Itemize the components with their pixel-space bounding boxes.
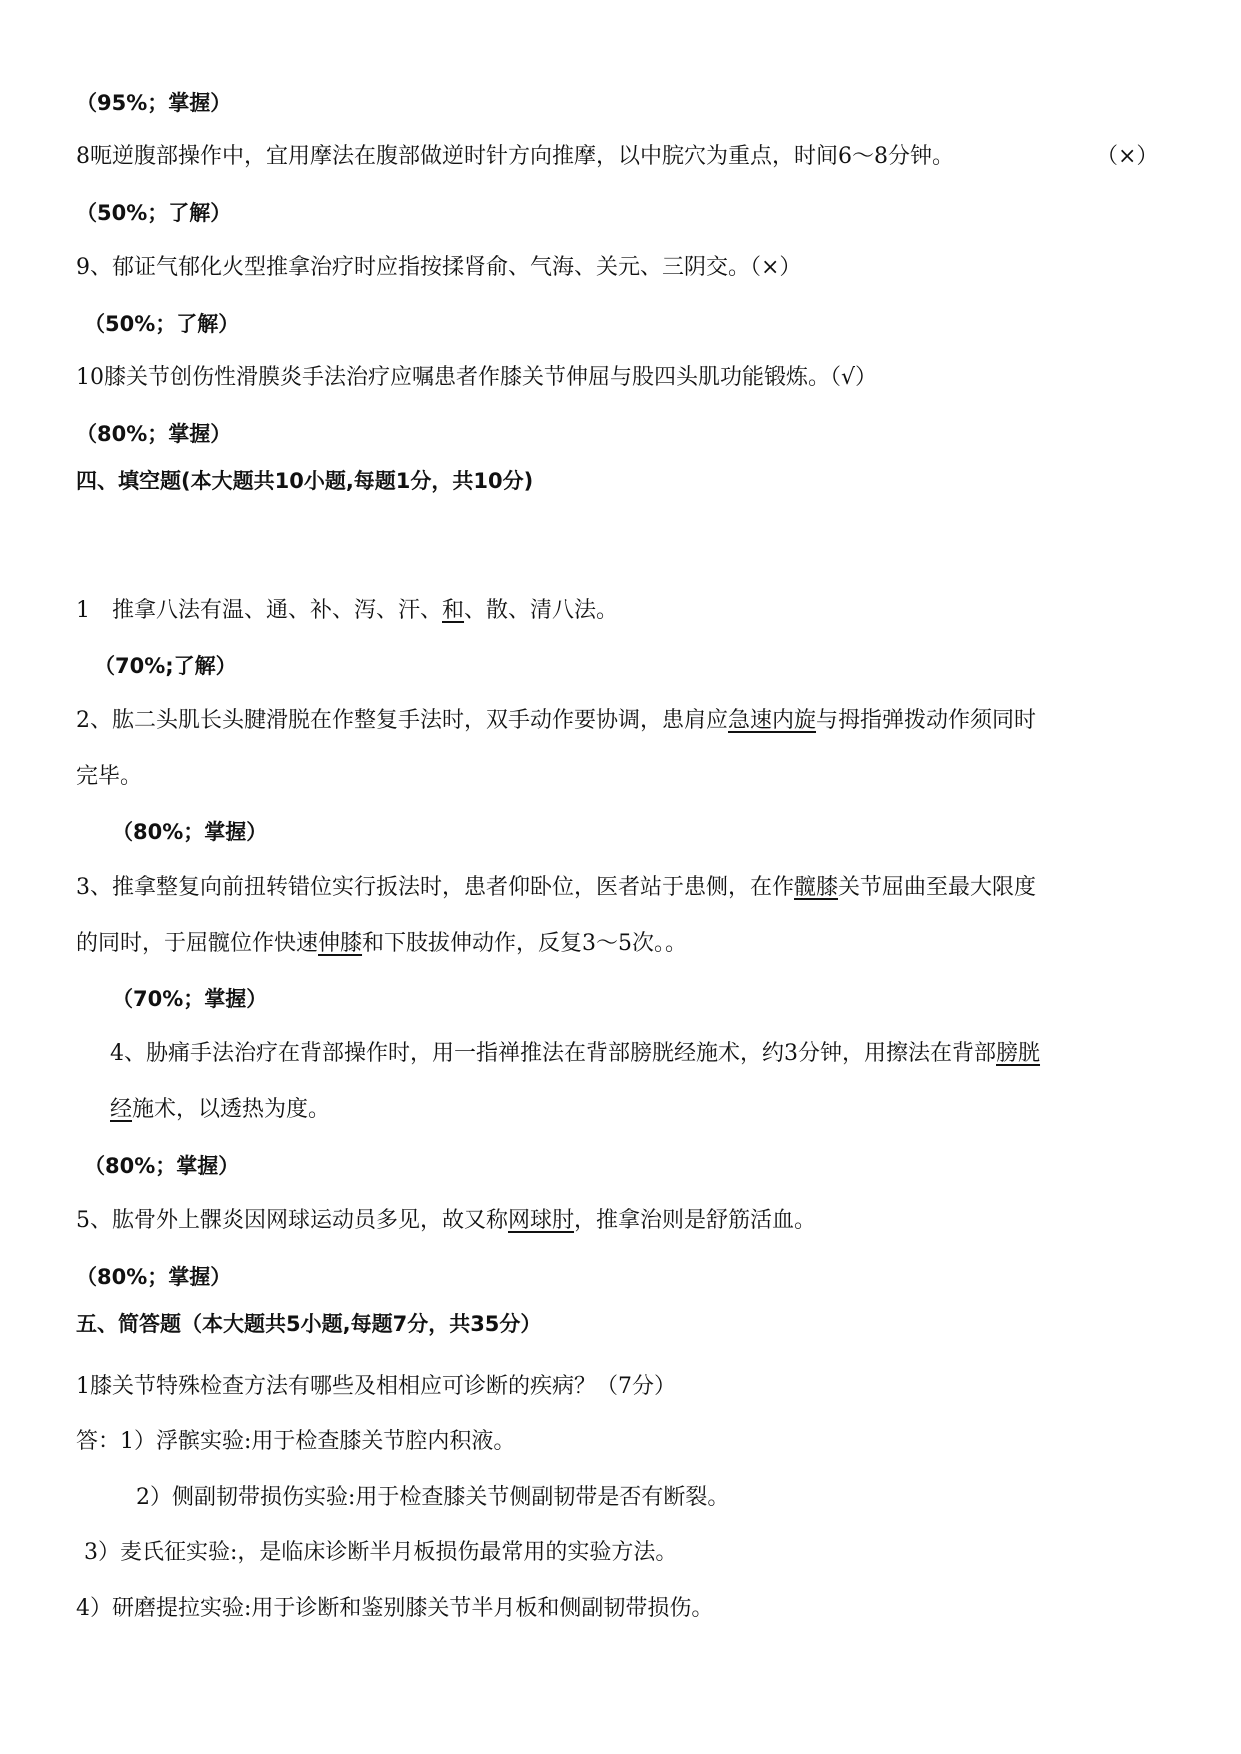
mastery-level: （95%；掌握） bbox=[76, 91, 232, 115]
short-question-1: 1膝关节特殊检查方法有哪些及相相应可诊断的疾病？（7分） bbox=[76, 1374, 676, 1399]
fill-question-2 bbox=[76, 706, 1036, 736]
fill-question-1 bbox=[76, 596, 618, 626]
question-text: 的同时，于屈髋位作快速 bbox=[76, 931, 319, 956]
question-text: 施术，以透热为度。 bbox=[132, 1097, 331, 1122]
mastery-level: （80%；掌握） bbox=[76, 1265, 232, 1289]
fill-question-3 bbox=[76, 873, 1036, 903]
fill-question-4 bbox=[110, 1039, 1040, 1069]
answer-blank: 伸膝 bbox=[318, 931, 363, 956]
question-text: 关节屈曲至最大限度 bbox=[838, 875, 1037, 900]
answer-line: 2）侧副韧带损伤实验:用于检查膝关节侧副韧带是否有断裂。 bbox=[136, 1485, 730, 1510]
question-9: 9、郁证气郁化火型推拿治疗时应指按揉肾俞、气海、关元、三阴交。（×） bbox=[76, 255, 802, 280]
answer-mark: （×） bbox=[1096, 144, 1159, 169]
question-text: 和下肢拔伸动作，反复3～5次。。 bbox=[362, 931, 688, 956]
question-text: 2、肱二头肌长头腱滑脱在作整复手法时，双手动作要协调，患肩应 bbox=[76, 708, 728, 733]
answer-blank: 经 bbox=[110, 1097, 133, 1122]
mastery-level: （70%；掌握） bbox=[112, 987, 268, 1011]
mastery-level: （80%；掌握） bbox=[76, 422, 232, 446]
question-8: 8呃逆腹部操作中，宜用摩法在腹部做逆时针方向推摩，以中脘穴为重点，时间6～8分钟。 bbox=[76, 144, 954, 169]
section-heading-fill-in: 四、填空题(本大题共10小题,每题1分，共10分) bbox=[76, 469, 534, 493]
question-10: 10膝关节创伤性滑膜炎手法治疗应嘱患者作膝关节伸屈与股四头肌功能锻炼。（√） bbox=[76, 365, 878, 390]
question-text: ，推拿治则是舒筋活血。 bbox=[574, 1208, 817, 1233]
section-heading-short-answer: 五、简答题（本大题共5小题,每题7分，共35分） bbox=[76, 1312, 542, 1336]
question-text: 1 推拿八法有温、通、补、泻、汗、 bbox=[76, 598, 442, 623]
answer-line: 3）麦氏征实验:，是临床诊断半月板损伤最常用的实验方法。 bbox=[84, 1540, 678, 1565]
question-text: 3、推拿整复向前扭转错位实行扳法时，患者仰卧位，医者站于患侧，在作 bbox=[76, 875, 794, 900]
fill-question-4-cont bbox=[110, 1095, 330, 1125]
question-text: 与拇指弹拨动作须同时 bbox=[816, 708, 1037, 733]
answer-blank: 急速内旋 bbox=[728, 708, 817, 733]
mastery-level: （50%；了解） bbox=[76, 201, 232, 225]
answer-blank: 膀胱 bbox=[996, 1041, 1041, 1066]
answer-line: 答：1）浮髌实验:用于检查膝关节腔内积液。 bbox=[76, 1429, 516, 1454]
answer-blank: 和 bbox=[442, 598, 465, 623]
question-text: 4、胁痛手法治疗在背部操作时，用一指禅推法在背部膀胱经施术，约3分钟，用擦法在背部 bbox=[110, 1041, 996, 1066]
answer-blank: 网球肘 bbox=[508, 1208, 575, 1233]
answer-line: 4）研磨提拉实验:用于诊断和鉴别膝关节半月板和侧副韧带损伤。 bbox=[76, 1596, 714, 1621]
mastery-level: （80%；掌握） bbox=[112, 820, 268, 844]
mastery-level: （80%；掌握） bbox=[84, 1154, 240, 1178]
fill-question-5 bbox=[76, 1206, 816, 1236]
answer-blank: 髋膝 bbox=[794, 875, 839, 900]
mastery-level: （70%;了解） bbox=[94, 654, 237, 678]
fill-question-3-cont bbox=[76, 929, 687, 959]
question-text: 、散、清八法。 bbox=[464, 598, 619, 623]
mastery-level: （50%；了解） bbox=[84, 312, 240, 336]
fill-question-2-cont: 完毕。 bbox=[76, 764, 143, 789]
question-text: 5、肱骨外上髁炎因网球运动员多见，故又称 bbox=[76, 1208, 508, 1233]
